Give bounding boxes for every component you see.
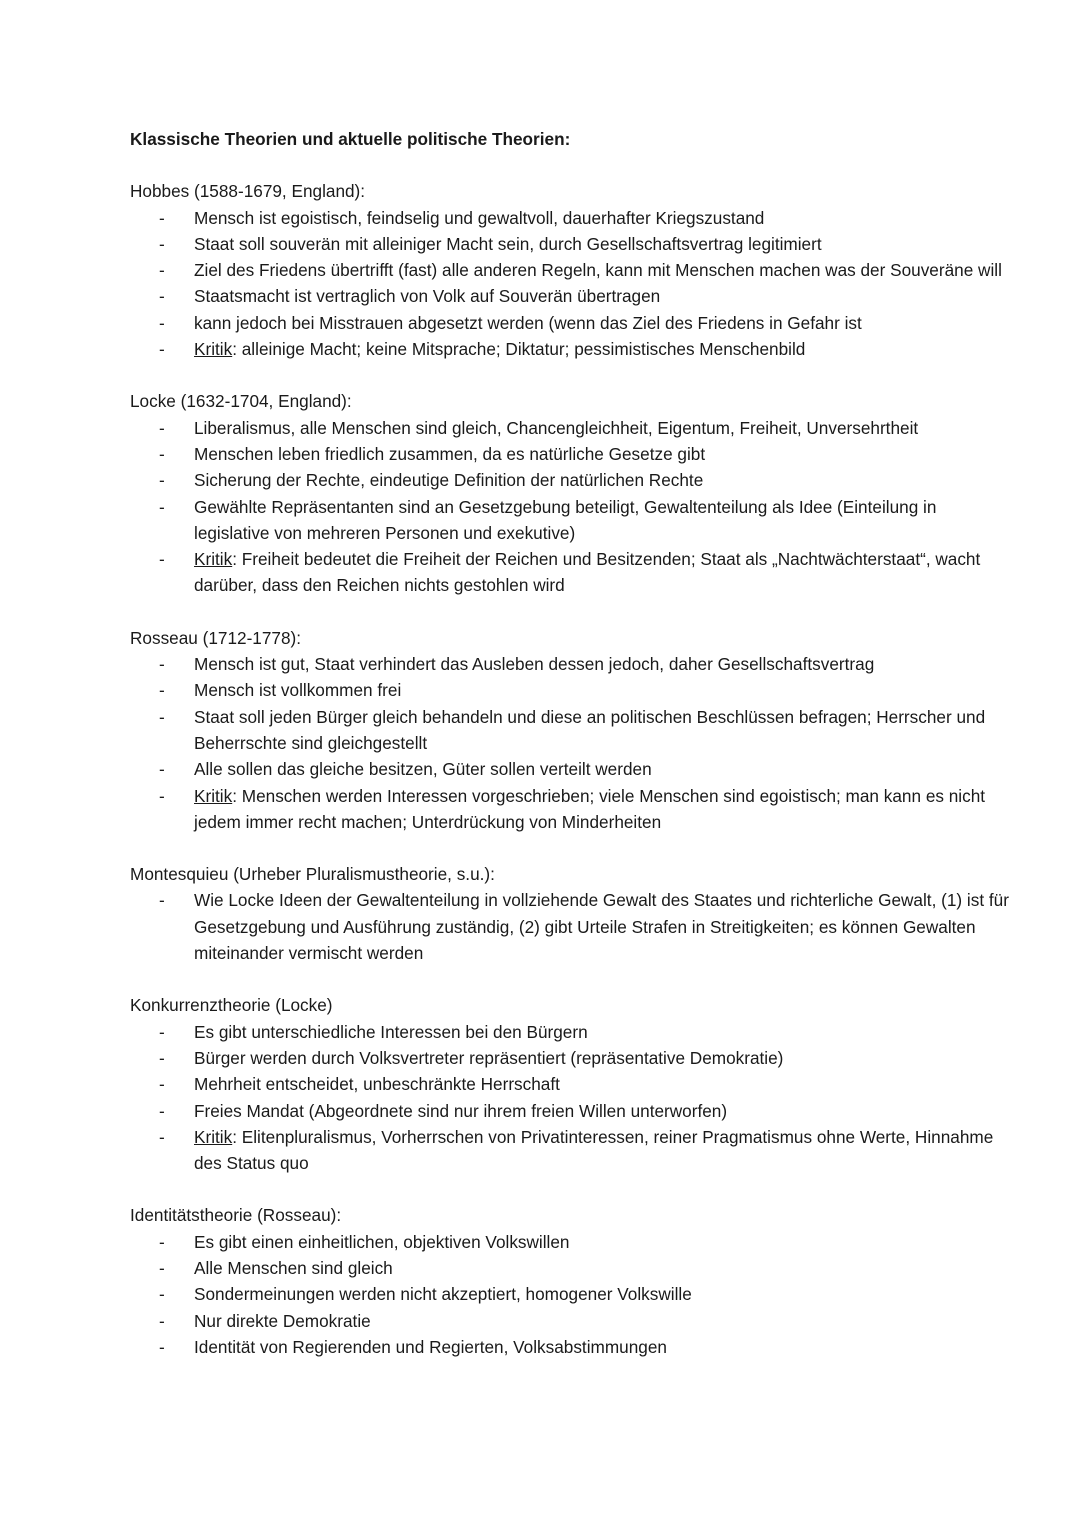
bullet-item bbox=[130, 1098, 1010, 1124]
bullet-list bbox=[130, 887, 1010, 966]
bullet-text: Es gibt unterschiedliche Interessen bei den Bürgern bbox=[194, 1021, 588, 1042]
dash-bullet-marker: - bbox=[159, 1047, 165, 1068]
bullet-item bbox=[130, 1229, 1010, 1255]
dash-bullet-marker: - bbox=[159, 233, 165, 254]
dash-bullet-marker: - bbox=[159, 1231, 165, 1252]
section bbox=[130, 388, 1010, 598]
bullet-text: Staat soll jeden Bürger gleich behandeln und diese an politischen Beschlüssen befragen; Herrscher und Beherrschte sind gleichgestellt bbox=[194, 706, 986, 753]
dash-bullet-marker: - bbox=[159, 654, 165, 675]
dash-bullet-marker: - bbox=[159, 470, 165, 491]
dash-bullet-marker: - bbox=[159, 417, 165, 438]
section-heading: Konkurrenztheorie (Locke) bbox=[130, 995, 333, 1016]
section-heading: Hobbes (1588-1679, England): bbox=[130, 181, 366, 202]
document-title: Klassische Theorien und aktuelle politische Theorien: bbox=[130, 129, 571, 149]
dash-bullet-marker: - bbox=[159, 706, 165, 727]
bullet-item bbox=[130, 1071, 1010, 1097]
kritik-label: Kritik bbox=[194, 785, 233, 806]
section-heading: Montesquieu (Urheber Pluralismustheorie, s.u.): bbox=[130, 864, 495, 885]
bullet-text: Nur direkte Demokratie bbox=[194, 1310, 371, 1331]
dash-bullet-marker: - bbox=[159, 312, 165, 333]
section bbox=[130, 625, 1010, 835]
bullet-item bbox=[130, 441, 1010, 467]
bullet-text: Gewählte Repräsentanten sind an Gesetzgebung beteiligt, Gewaltenteilung als Idee (Einteilung in legislative von mehreren Personen und exekutive) bbox=[194, 496, 937, 543]
bullet-text: : Elitenpluralismus, Vorherrschen von Privatinteressen, reiner Pragmatismus ohne Werte, Hinnahme des Status quo bbox=[194, 1126, 994, 1174]
bullet-item bbox=[130, 205, 1010, 231]
dash-bullet-marker: - bbox=[159, 1310, 165, 1331]
dash-bullet-marker: - bbox=[159, 1126, 165, 1147]
bullet-text: : alleinige Macht; keine Mitsprache; Diktatur; pessimistisches Menschenbild bbox=[232, 339, 806, 360]
dash-bullet-marker: - bbox=[159, 286, 165, 307]
dash-bullet-marker: - bbox=[159, 785, 165, 806]
dash-bullet-marker: - bbox=[159, 680, 165, 701]
section bbox=[130, 861, 1010, 966]
bullet-text: Staatsmacht ist vertraglich von Volk auf Souverän übertragen bbox=[194, 286, 661, 307]
section bbox=[130, 1202, 1010, 1360]
bullet-item bbox=[130, 546, 1010, 599]
dash-bullet-marker: - bbox=[159, 1074, 165, 1095]
bullet-text: Staat soll souverän mit alleiniger Macht sein, durch Gesellschaftsvertrag legitimiert bbox=[194, 233, 822, 254]
dash-bullet-marker: - bbox=[159, 496, 165, 517]
bullet-item bbox=[130, 336, 1010, 362]
bullet-item bbox=[130, 677, 1010, 703]
dash-bullet-marker: - bbox=[159, 1336, 165, 1357]
bullet-item bbox=[130, 1124, 1010, 1177]
bullet-item bbox=[130, 231, 1010, 257]
dash-bullet-marker: - bbox=[159, 890, 165, 911]
bullet-list bbox=[130, 415, 1010, 599]
section bbox=[130, 178, 1010, 362]
bullet-text: Mensch ist vollkommen frei bbox=[194, 680, 402, 701]
dash-bullet-marker: - bbox=[159, 1257, 165, 1278]
bullet-item bbox=[130, 887, 1010, 966]
bullet-list bbox=[130, 1019, 1010, 1177]
document-page bbox=[130, 126, 1010, 1386]
bullet-item bbox=[130, 494, 1010, 547]
dash-bullet-marker: - bbox=[159, 260, 165, 281]
bullet-item bbox=[130, 467, 1010, 493]
bullet-item bbox=[130, 283, 1010, 309]
bullet-list bbox=[130, 651, 1010, 835]
bullet-text: Alle Menschen sind gleich bbox=[194, 1257, 393, 1278]
bullet-item bbox=[130, 651, 1010, 677]
sections-container bbox=[130, 178, 1010, 1360]
dash-bullet-marker: - bbox=[159, 759, 165, 780]
dash-bullet-marker: - bbox=[159, 443, 165, 464]
kritik-label: Kritik bbox=[194, 339, 233, 360]
bullet-text: Mehrheit entscheidet, unbeschränkte Herrschaft bbox=[194, 1074, 560, 1095]
bullet-list bbox=[130, 205, 1010, 363]
dash-bullet-marker: - bbox=[159, 339, 165, 360]
kritik-label: Kritik bbox=[194, 1126, 233, 1147]
dash-bullet-marker: - bbox=[159, 207, 165, 228]
bullet-text: Freies Mandat (Abgeordnete sind nur ihrem freien Willen unterworfen) bbox=[194, 1100, 728, 1121]
bullet-text: Es gibt einen einheitlichen, objektiven Volkswillen bbox=[194, 1231, 570, 1252]
bullet-item bbox=[130, 1255, 1010, 1281]
section bbox=[130, 992, 1010, 1176]
bullet-item bbox=[130, 1019, 1010, 1045]
bullet-text: Bürger werden durch Volksvertreter repräsentiert (repräsentative Demokratie) bbox=[194, 1047, 784, 1068]
kritik-label: Kritik bbox=[194, 549, 233, 570]
bullet-text: : Menschen werden Interessen vorgeschrieben; viele Menschen sind egoistisch; man kann es nicht jedem immer recht machen; Unterdrückung von Minderheiten bbox=[194, 785, 986, 832]
bullet-text: : Freiheit bedeutet die Freiheit der Reichen und Besitzenden; Staat als „Nachtwächterstaat“, wacht darüber, dass den Reichen nichts gestohlen wird bbox=[194, 549, 981, 596]
dash-bullet-marker: - bbox=[159, 1284, 165, 1305]
bullet-text: Sicherung der Rechte, eindeutige Definition der natürlichen Rechte bbox=[194, 470, 704, 491]
section-heading: Rosseau (1712-1778): bbox=[130, 627, 302, 648]
bullet-text: Wie Locke Ideen der Gewaltenteilung in vollziehende Gewalt des Staates und richterliche Gewalt, (1) ist für Gesetzgebung und Ausführung zuständig, (2) gibt Urteile Strafen in Streitigkeiten; es können Gewalten miteinander vermischt werden bbox=[194, 890, 1009, 964]
bullet-text: Identität von Regierenden und Regierten, Volksabstimmungen bbox=[194, 1336, 667, 1357]
bullet-text: Ziel des Friedens übertrifft (fast) alle anderen Regeln, kann mit Menschen machen was der Souveräne will bbox=[194, 260, 1002, 281]
bullet-item bbox=[130, 783, 1010, 836]
bullet-text: Mensch ist gut, Staat verhindert das Ausleben dessen jedoch, daher Gesellschaftsvertrag bbox=[194, 654, 875, 675]
bullet-list bbox=[130, 1229, 1010, 1360]
bullet-item bbox=[130, 756, 1010, 782]
bullet-item bbox=[130, 1334, 1010, 1360]
bullet-item bbox=[130, 415, 1010, 441]
dash-bullet-marker: - bbox=[159, 1021, 165, 1042]
bullet-item bbox=[130, 1281, 1010, 1307]
section-heading: Locke (1632-1704, England): bbox=[130, 391, 352, 412]
bullet-item bbox=[130, 1045, 1010, 1071]
bullet-text: Liberalismus, alle Menschen sind gleich, Chancengleichheit, Eigentum, Freiheit, Unversehrtheit bbox=[194, 417, 919, 438]
bullet-text: Alle sollen das gleiche besitzen, Güter sollen verteilt werden bbox=[194, 759, 652, 780]
dash-bullet-marker: - bbox=[159, 1100, 165, 1121]
dash-bullet-marker: - bbox=[159, 549, 165, 570]
bullet-text: kann jedoch bei Misstrauen abgesetzt werden (wenn das Ziel des Friedens in Gefahr ist bbox=[194, 312, 862, 333]
bullet-item bbox=[130, 704, 1010, 757]
bullet-text: Mensch ist egoistisch, feindselig und gewaltvoll, dauerhafter Kriegszustand bbox=[194, 207, 765, 228]
bullet-item bbox=[130, 310, 1010, 336]
section-heading: Identitätstheorie (Rosseau): bbox=[130, 1205, 342, 1226]
bullet-item bbox=[130, 1308, 1010, 1334]
bullet-text: Menschen leben friedlich zusammen, da es natürliche Gesetze gibt bbox=[194, 443, 706, 464]
bullet-text: Sondermeinungen werden nicht akzeptiert, homogener Volkswille bbox=[194, 1284, 692, 1305]
bullet-item bbox=[130, 257, 1010, 283]
